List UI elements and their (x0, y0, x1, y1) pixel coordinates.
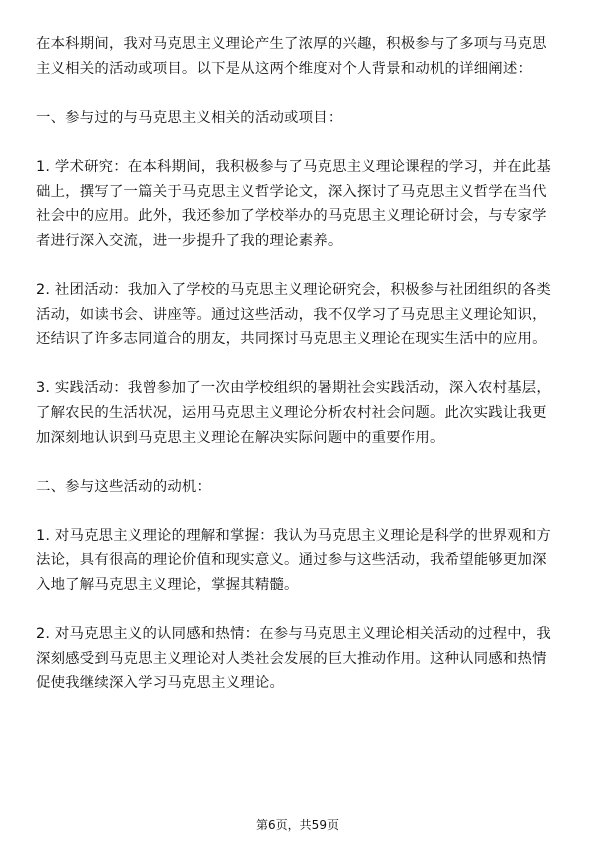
activity-academic-research: 1. 学术研究：在本科期间，我积极参与了马克思主义理论课程的学习，并在此基础上，撰写了一篇关于马克思主义哲学论文，深入探讨了马克思主义哲学在当代社会中的应用。此外，我还参加了学校举办的马克思主义理论研讨会，与专家学者进行深入交流，进一步提升了我的理论素养。 (36, 158, 551, 249)
motivation-understanding: 1. 对马克思主义理论的理解和掌握：我认为马克思主义理论是科学的世界观和方法论，具有很高的理论价值和现实意义。通过参与这些活动，我希望能够更加深入地了解马克思主义理论，掌握其精髓。 (36, 527, 551, 594)
paragraph-gap (36, 81, 561, 106)
motivation-identification: 2. 对马克思主义的认同感和热情：在参与马克思主义理论相关活动的过程中，我深刻感受到马克思主义理论对人类社会发展的巨大推动作用。这种认同感和热情促使我继续深入学习马克思主义理论。 (36, 626, 551, 692)
page-number-footer: 第6页，共59页 (256, 818, 339, 832)
paragraph-gap (36, 598, 561, 623)
paragraph-gap (36, 352, 561, 377)
paragraph-gap (36, 130, 561, 155)
paragraph-gap (36, 499, 561, 524)
section-heading-motivation: 二、参与这些活动的动机： (36, 478, 212, 495)
intro-paragraph: 在本科期间，我对马克思主义理论产生了浓厚的兴趣，积极参与了多项与马克思主义相关的活动或项目。以下是从这两个维度对个人背景和动机的详细阐述： (36, 36, 547, 77)
paragraph-gap (36, 450, 561, 475)
paragraph-gap (36, 253, 561, 278)
document-body (36, 32, 561, 696)
section-heading-activities: 一、参与过的与马克思主义相关的活动或项目： (36, 109, 343, 126)
activity-club: 2. 社团活动：我加入了学校的马克思主义理论研究会，积极参与社团组织的各类活动，如读书会、讲座等。通过这些活动，我不仅学习了马克思主义理论知识，还结识了许多志同道合的朋友，共同探讨马克思主义理论在现实生活中的应用。 (36, 281, 551, 348)
activity-practice: 3. 实践活动：我曾参加了一次由学校组织的暑期社会实践活动，深入农村基层，了解农民的生活状况，运用马克思主义理论分析农村社会问题。此次实践让我更加深刻地认识到马克思主义理论在解决实际问题中的重要作用。 (36, 380, 551, 446)
